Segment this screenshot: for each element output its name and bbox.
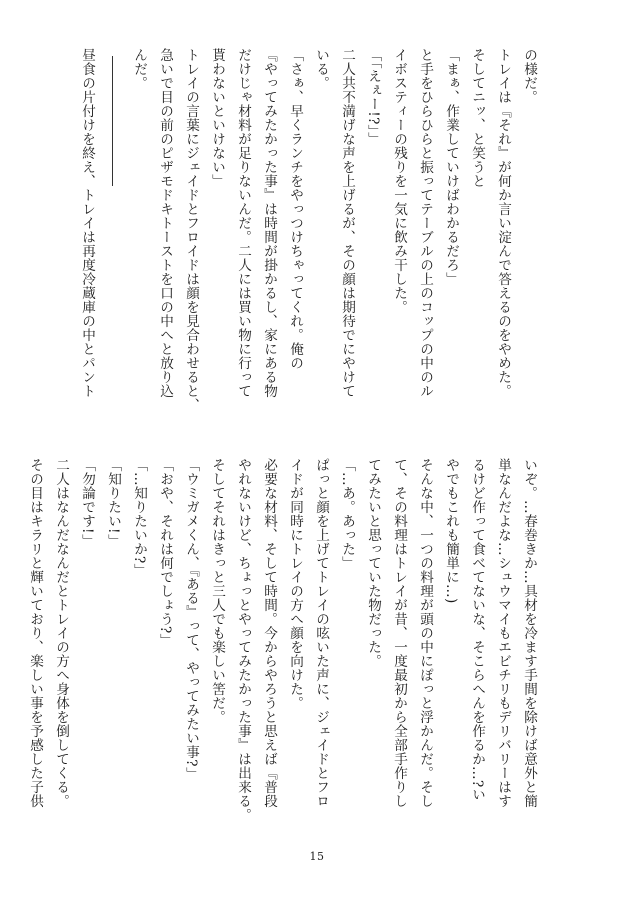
text-line: ぱっと顔を上げてトレイの呟いた声に、ジェイドとフロ <box>313 458 329 808</box>
page-number: 15 <box>309 850 325 863</box>
text-line: 「…知りたいか?」 <box>131 458 147 578</box>
lower-text-block <box>22 458 542 830</box>
text-line: 「知りたい!」 <box>105 458 121 548</box>
text-line: 「勿論です!」 <box>79 458 95 548</box>
text-line: その目はキラリと輝いており、楽しい事を予感した子供 <box>27 458 43 808</box>
text-line: 急いで目の前のピザモドキトーストを口の中へと放り込 <box>157 48 173 398</box>
text-line: 必要な材料、そして時間。今からやろうと思えば『普段 <box>261 458 277 808</box>
text-line: だけじゃ材料が足りないんだ。二人には買い物に行って <box>235 48 251 398</box>
text-line: の様だ。 <box>521 48 537 104</box>
text-line: いぞ。…春巻きか…具材を冷ます手間を除けば意外と簡 <box>521 458 537 808</box>
text-line: トレイの言葉にジェイドとフロイドは顔を見合わせると、 <box>183 48 199 412</box>
text-line: いる。 <box>313 48 329 90</box>
text-line: そしてニッ、と笑うと <box>469 48 485 188</box>
text-line: 貰わないといけない」 <box>209 48 225 188</box>
text-line: イドが同時にトレイの方へ顔を向けた。 <box>287 458 303 710</box>
text-line: 「おや、それは何でしょう?」 <box>157 458 173 648</box>
text-line: そんな中、一つの料理が頭の中にぽっと浮かんだ。そし <box>417 458 433 808</box>
text-line: 「ウミガメくん、『ある』って、やってみたい事?」 <box>183 458 199 781</box>
text-line: るけど作って食べてないな、そこらへんを作るか…?い <box>469 458 485 802</box>
text-line: 昼食の片付けを終え、トレイは再度冷蔵庫の中とパント <box>79 48 95 398</box>
text-line: 単なんだよな…シュウマイもエビチリもデリバリーはす <box>495 458 511 808</box>
text-line: 「まぁ、作業していけばわかるだろ」 <box>443 48 459 286</box>
upper-text-block <box>74 48 542 420</box>
text-line: んだ。 <box>131 48 147 90</box>
text-line: と手をひらひらと振ってテーブルの上のコップの中のル <box>417 48 433 398</box>
text-line: て、その料理はトレイが昔、一度最初から全部手作りし <box>391 458 407 808</box>
text-line: 「…あ。あった」 <box>339 458 355 570</box>
text-line: 「「えぇー!?」」 <box>365 48 381 146</box>
text-line: そしてそれはきっと三人でも楽しい筈だ。 <box>209 458 225 724</box>
text-line: トレイは『それ』が何か言い淀んで答えるのをやめた。 <box>495 48 511 398</box>
text-line: 二人はなんだなんだとトレイの方へ身体を倒してくる。 <box>53 458 69 808</box>
text-line: 「さぁ、早くランチをやっつけちゃってくれ。俺の <box>287 48 303 370</box>
text-line: 『やってみたかった事』は時間が掛かるし、家にある物 <box>261 48 277 398</box>
text-line: てみたいと思っていた物だった。 <box>365 458 381 668</box>
scene-break-rule <box>100 48 126 420</box>
text-line: やでもこれも簡単に…) <box>443 458 459 604</box>
text-line: 二人共不満げな声を上げるが、その顔は期待でにやけて <box>339 48 355 398</box>
text-line: やれないけど、ちょっとやってみたかった事』は出来る。 <box>235 458 251 822</box>
text-line: イボスティーの残りを一気に飲み干した。 <box>391 48 407 314</box>
